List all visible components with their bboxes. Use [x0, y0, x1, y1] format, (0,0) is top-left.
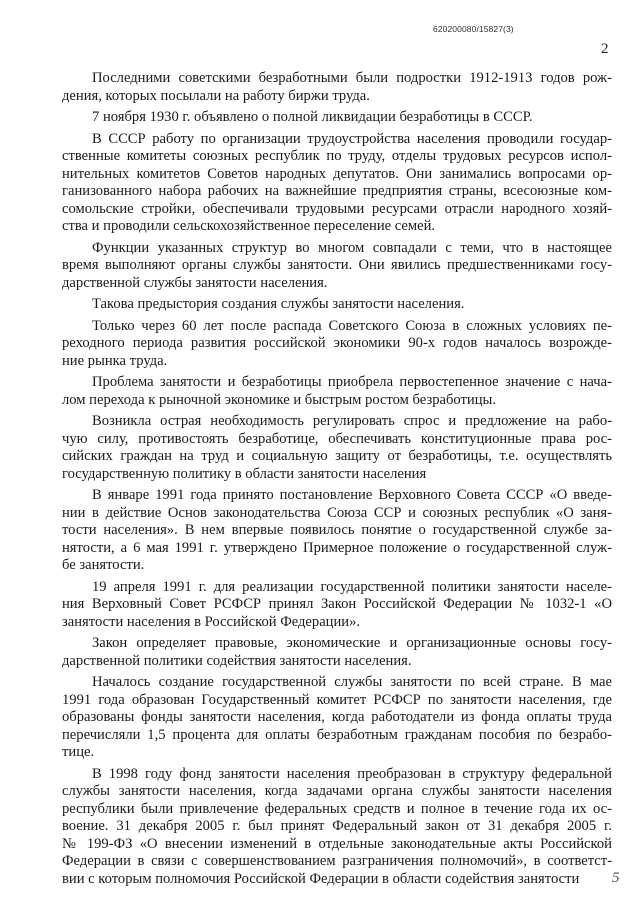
paragraph-line: ния Верховный Совет РСФСР принял Закон Российской Федерации № 1032-1 «О — [62, 596, 612, 612]
paragraph-line: Функции указанных структур во многом совпадали с теми, что в настоящее — [92, 239, 612, 256]
paragraph-line: Возникла острая необходимость регулировать спрос и предложение на рабо- — [92, 413, 612, 429]
paragraph-line: образованы фонды занятости населения, когда работодатели из фонда оплаты труда — [62, 709, 612, 725]
paragraph-line: Началось создание государственной службы занятости по всей стране. В мае — [92, 674, 612, 690]
paragraph-line: государственную политику в области занятости населения — [62, 465, 427, 482]
paragraph — [62, 635, 612, 670]
paragraph — [62, 579, 612, 632]
paragraph-line: республики были привлечение федеральных средств и полное в течение года их ос- — [62, 800, 612, 817]
corner-mark: 5 — [612, 870, 620, 886]
paragraph-line: нительных комитетов Советов народных депутатов. Они занимались вопросами ор- — [62, 165, 612, 182]
paragraph-line: 7 ноября 1930 г. объявлено о полной ликвидации безработицы в СССР. — [92, 109, 533, 125]
paragraph-line: воение. 31 декабря 2005 г. был принят Федеральный закон от 31 декабря 2005 г. — [62, 818, 612, 834]
paragraph-line: сомольские стройки, обеспечивали трудовыми ресурсами отрасли народного хозяй- — [62, 200, 612, 217]
paragraph — [62, 131, 612, 236]
paragraph-line: дарственной политики содействия занятости населения. — [62, 652, 412, 669]
paragraph — [62, 674, 612, 762]
paragraph-line: нии в действие Основ законодательства Союза ССР и союзных республик «О заня- — [62, 504, 612, 521]
paragraph-line: дения, которых посылали на работу биржи труда. — [62, 87, 370, 104]
paragraph-line: Последними советскими безработными были подростки 1912-1913 годов рож- — [92, 70, 612, 86]
paragraph — [62, 70, 612, 105]
paragraph — [62, 318, 612, 371]
paragraph — [62, 413, 612, 483]
paragraph-line: чую силу, противостоять безработице, обеспечивать конституционные права рос- — [62, 430, 612, 447]
paragraph-line: сийских граждан на труд и социальную защиту от безработицы, т.е. осуществлять — [62, 448, 612, 464]
paragraph-line: 1991 года образован Государственный комитет РСФСР по занятости населения, где — [62, 691, 612, 708]
paragraph — [62, 487, 612, 575]
paragraph-line: занятости населения в Российской Федерации». — [62, 613, 361, 630]
document-body — [62, 70, 612, 888]
paragraph-line: В 1998 году фонд занятости населения преобразован в структуру федеральной — [92, 765, 612, 782]
paragraph-line: Проблема занятости и безработицы приобрела первостепенное значение с нача- — [92, 374, 612, 390]
document-id: 620200080/15827(3) — [433, 24, 514, 34]
paragraph-line: 19 апреля 1991 г. для реализации государственной политики занятости населе- — [92, 578, 612, 595]
paragraph-line: ства и проводили сельскохозяйственное переселение семей. — [62, 218, 436, 234]
paragraph-line: службы занятости населения, когда задачами органа службы занятости населения — [62, 783, 612, 799]
paragraph-line: № 199-ФЗ «О внесении изменений в отдельные законодательные акты Российской — [62, 835, 612, 852]
paragraph — [62, 296, 612, 314]
paragraph-line: тице. — [62, 744, 95, 760]
page-number: 2 — [601, 41, 609, 57]
paragraph — [62, 374, 612, 409]
paragraph — [62, 109, 612, 127]
paragraph-line: ганизованного набора рабочих на важнейшие предприятия страны, всесоюзные ком- — [62, 183, 612, 199]
paragraph-line: ственные комитеты союзных республик по труду, отделы трудовых ресурсов испол- — [62, 148, 612, 164]
paragraph-line: Такова предыстория создания службы занятости населения. — [92, 296, 465, 312]
paragraph-line: лом перехода к рыночной экономике и быстрым ростом безработицы. — [62, 391, 496, 408]
paragraph-line: В январе 1991 года принято постановление Верховного Совета СССР «О введе- — [92, 487, 612, 503]
paragraph-line: реходного периода развития российской экономики 90-х годов началось возрожде- — [62, 335, 612, 351]
paragraph-line: дарственной службы занятости населения. — [62, 274, 328, 291]
paragraph-line: Закон определяет правовые, экономические и организационные основы госу- — [92, 635, 612, 651]
paragraph-line: нятости, а 6 мая 1991 г. утверждено Примерное положение о государственной служ- — [62, 539, 612, 556]
paragraph-line: вии с которым полномочия Российской Федерации в области содействия занятости — [62, 870, 580, 887]
paragraph-line: перечисляли 1,5 процента для оплаты безработным гражданам пособия по безрабо- — [62, 726, 612, 743]
paragraph — [62, 240, 612, 293]
paragraph-line: тости населения». В нем впервые появилось понятие о государственной службе за- — [62, 522, 612, 538]
paragraph-line: время выполняют органы службы занятости. Они явились предшественниками госу- — [62, 257, 612, 273]
paragraph-line: ние рынка труда. — [62, 352, 168, 369]
paragraph-line: Федерации в связи с совершенствованием разграничения полномочий», в соответст- — [62, 853, 612, 869]
paragraph — [62, 766, 612, 889]
paragraph-line: В СССР работу по организации трудоустройства населения проводили государ- — [92, 130, 612, 147]
paragraph-line: Только через 60 лет после распада Советского Союза в сложных условиях пе- — [92, 317, 612, 334]
paragraph-line: бе занятости. — [62, 557, 145, 573]
